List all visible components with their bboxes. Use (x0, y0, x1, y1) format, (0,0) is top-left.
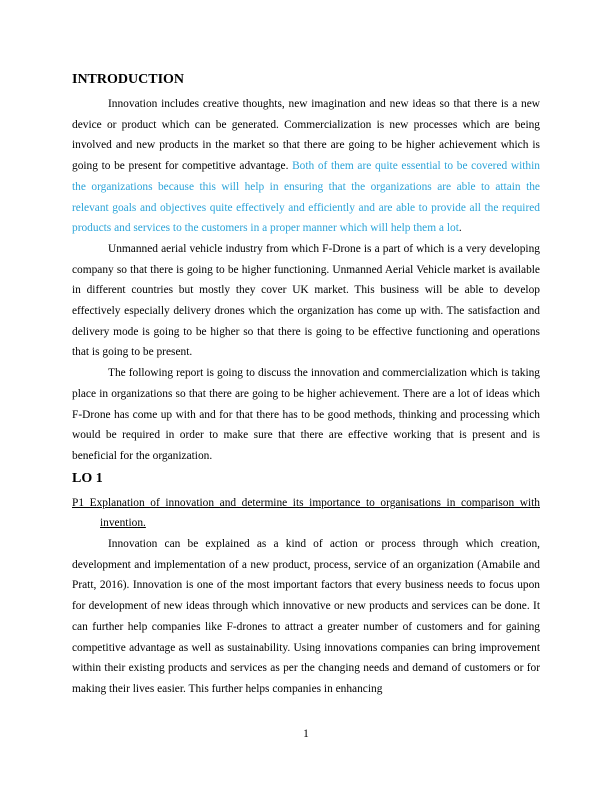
intro-paragraph-3: The following report is going to discuss the innovation and commercialization which is taking place in organizations so that there are going to be higher achievement. There are a lot of ideas which F-Drone has come up with and for that there has to be good methods, thinking and processing which would be required in order to make sure that there are effective working that is present and is beneficial for the organization. (72, 367, 540, 462)
intro-paragraph-1 (72, 94, 540, 239)
lo1-heading: LO 1 (72, 470, 103, 486)
introduction-heading: INTRODUCTION (72, 72, 185, 87)
intro-paragraph-1-text: Innovation includes creative thoughts, new imagination and new ideas so that there is a new device or product which can be generated. Commercialization is new processes which are being involved and new products in the market so that there are going to be higher achievement which is going to be present for competitive advantage. (72, 98, 540, 173)
intro-paragraph-1-highlight: Both of them are quite essential to be covered within the organizations because this will help in ensuring that the organizations are able to attain the relevant goals and objectives quite effectively and efficiently and are able to provide all the required products and services to the customers in a proper manner which will help them a lot (72, 160, 540, 235)
document-page (72, 70, 540, 700)
page-number: 1 (303, 728, 309, 740)
intro-paragraph-1-end: . (458, 222, 462, 235)
p1-subheading: P1 Explanation of innovation and determine its importance to organisations in comparison with invention. (72, 496, 540, 530)
lo1-paragraph-1: Innovation can be explained as a kind of action or process through which creation, development and implementation of a new product, process, service of an organization (Amabile and Pratt, 2016). Innovation is one of the most important factors that every business needs to focus upon for development of new ideas through which innovative or new products and services can be done. It can further help companies like F-drones to attract a greater number of customers and for gaining competitive advantage as well as sustainability. Using innovations companies can bring improvement within their existing products and services as per the changing needs and demand of customers or for making their lives easier. This further helps companies in enhancing (72, 538, 540, 695)
intro-paragraph-2: Unmanned aerial vehicle industry from which F-Drone is a part of which is a very developing company so that there is going to be higher functioning. Unmanned Aerial Vehicle market is available in different countries but mostly they cover UK market. This business will be able to develop effectively especially delivery drones which the organization has come up with. The satisfaction and delivery mode is going to be higher so that there is going to be effective functioning and operations that is going to be present. (72, 242, 540, 359)
